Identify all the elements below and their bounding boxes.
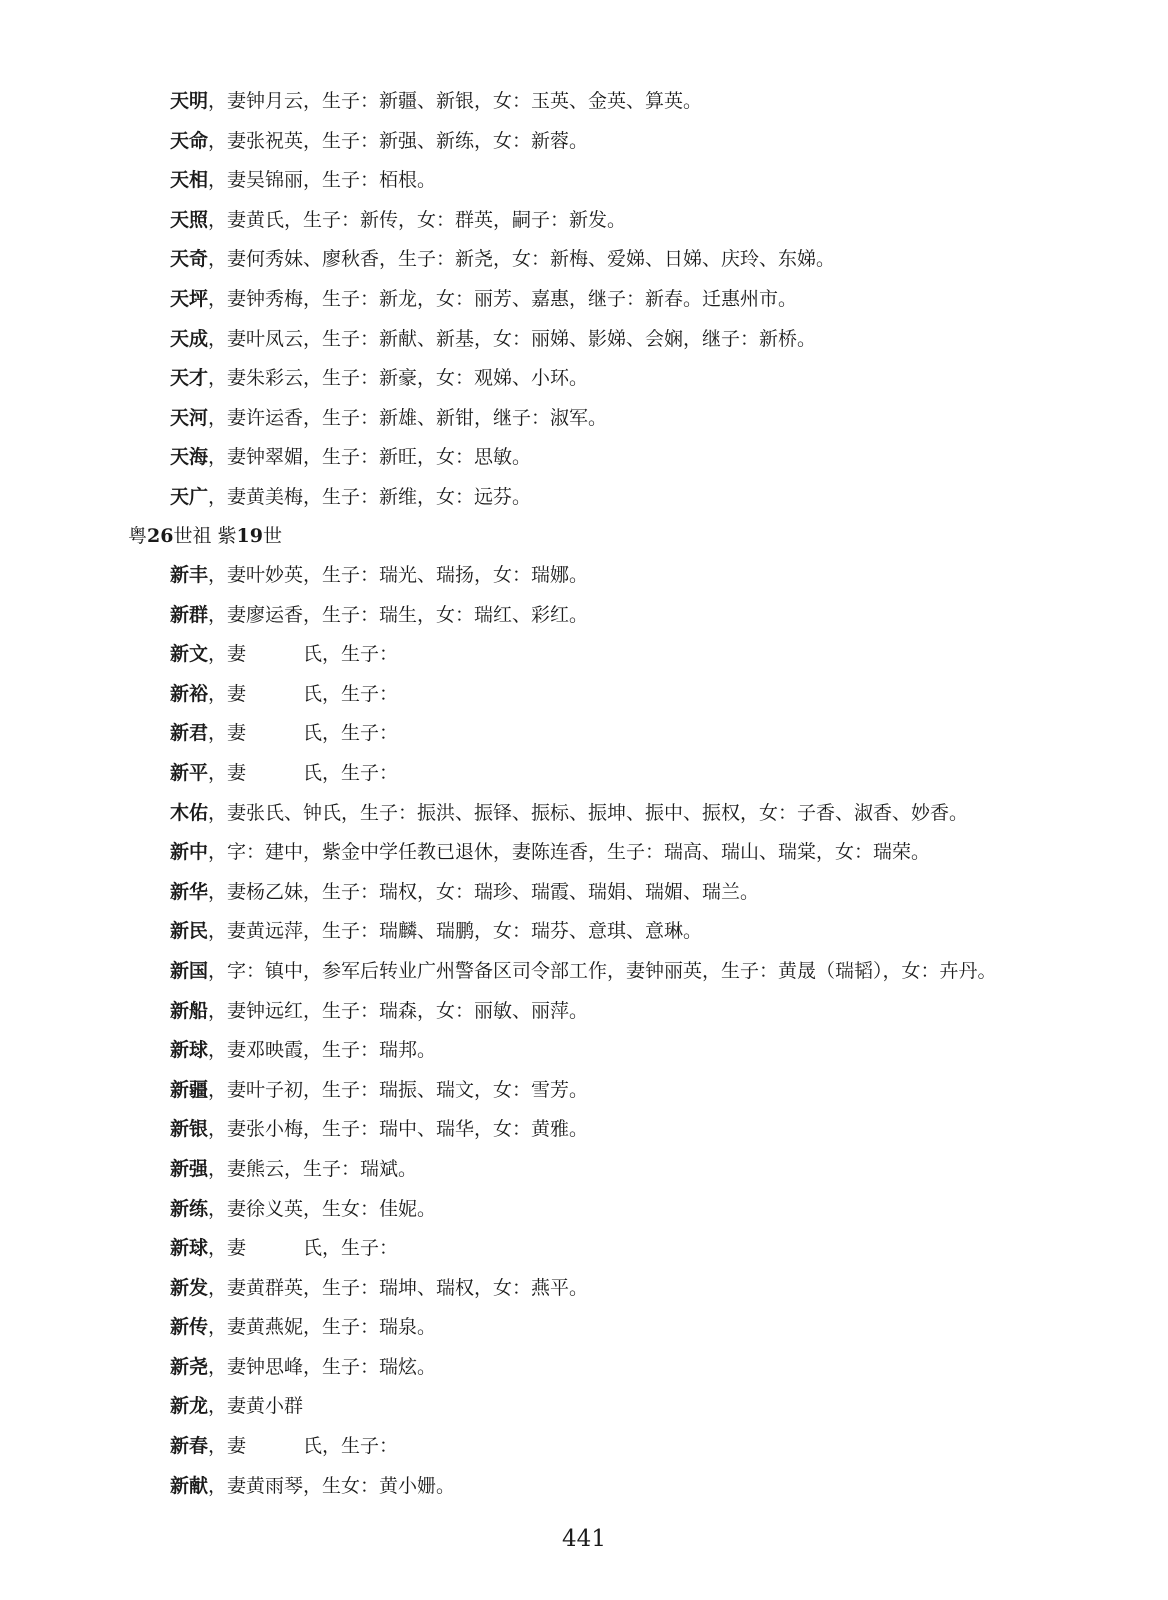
- person-name: 天海: [170, 446, 209, 469]
- list-item: [0, 1190, 1168, 1230]
- person-name: 新球: [170, 1237, 209, 1260]
- person-name: 天河: [170, 406, 209, 429]
- list-item: [0, 596, 1168, 636]
- entry-text: ，妻张小梅，生子：瑞中、瑞华，女：黄雅。: [208, 1118, 589, 1141]
- person-name: 新文: [170, 643, 209, 666]
- list-item: [0, 1150, 1168, 1190]
- entry-text: ，妻 氏，生子：: [208, 682, 399, 705]
- entry-text: ，妻黄燕妮，生子：瑞泉。: [208, 1316, 437, 1339]
- entry-text: ，妻 氏，生子：: [208, 643, 399, 666]
- list-item: [0, 201, 1168, 241]
- person-name: 新春: [170, 1435, 209, 1458]
- list-item: [0, 556, 1168, 596]
- list-item: [0, 478, 1168, 518]
- list-item: [0, 240, 1168, 280]
- heading-suffix: 世: [262, 525, 282, 547]
- person-name: 天才: [170, 367, 209, 390]
- list-item: [0, 320, 1168, 360]
- list-item: [0, 1387, 1168, 1427]
- entry-text: ，妻 氏，生子：: [208, 1435, 399, 1458]
- person-name: 新群: [170, 603, 209, 626]
- list-item: [0, 714, 1168, 754]
- entry-text: ，妻 氏，生子：: [208, 722, 399, 745]
- list-item: [0, 873, 1168, 913]
- entry-text: ，妻 氏，生子：: [208, 761, 399, 784]
- page-number: 441: [562, 1526, 606, 1552]
- person-name: 新强: [170, 1157, 209, 1180]
- person-name: 新丰: [170, 564, 209, 586]
- list-item: [0, 1229, 1168, 1269]
- section-heading: [0, 517, 1168, 557]
- list-item: [0, 1110, 1168, 1150]
- list-item: [0, 1269, 1168, 1309]
- person-name: 天坪: [170, 287, 209, 310]
- list-item: [0, 1427, 1168, 1467]
- entry-text: ，妻杨乙妹，生子：瑞权，女：瑞珍、瑞霞、瑞娟、瑞媚、瑞兰。: [208, 880, 760, 903]
- person-name: 新裕: [170, 682, 209, 705]
- list-item: [0, 280, 1168, 320]
- person-name: 新船: [170, 999, 209, 1022]
- list-item: [0, 82, 1168, 122]
- entry-text: ，妻钟翠媚，生子：新旺，女：思敏。: [208, 446, 532, 469]
- list-item: [0, 399, 1168, 439]
- entry-text: ，妻钟月云，生子：新疆、新银，女：玉英、金英、算英。: [208, 90, 703, 112]
- generation-heading: [0, 517, 1168, 557]
- entry-text: ，妻朱彩云，生子：新豪，女：观娣、小环。: [208, 367, 589, 390]
- entry-text: ，妻徐义英，生女：佳妮。: [208, 1197, 437, 1220]
- list-item: [0, 1348, 1168, 1388]
- person-name: 新国: [170, 959, 209, 982]
- person-name: 新君: [170, 722, 209, 745]
- list-item: [0, 754, 1168, 794]
- entry-text: ，妻张祝英，生子：新强、新练，女：新蓉。: [208, 129, 589, 152]
- entry-text: ，妻黄美梅，生子：新维，女：远芬。: [208, 485, 532, 508]
- list-item: [0, 1031, 1168, 1071]
- entry-text: ，妻钟远红，生子：瑞森，女：丽敏、丽萍。: [208, 999, 589, 1022]
- list-item: [0, 992, 1168, 1032]
- person-name: 新华: [170, 880, 209, 903]
- list-item: [0, 635, 1168, 675]
- heading-number: 19: [236, 525, 263, 547]
- entry-text: ，妻黄氏，生子：新传，女：群英，嗣子：新发。: [208, 208, 627, 231]
- person-name: 天广: [170, 485, 209, 508]
- person-name: 新疆: [170, 1078, 209, 1101]
- person-name: 新发: [170, 1276, 209, 1299]
- list-item: [0, 1308, 1168, 1348]
- person-name: 天明: [170, 90, 209, 112]
- person-name: 新龙: [170, 1395, 209, 1418]
- person-name: 新中: [170, 841, 209, 864]
- heading-number: 26: [147, 525, 174, 547]
- list-item: [0, 1467, 1168, 1507]
- entry-text: ，妻廖运香，生子：瑞生，女：瑞红、彩红。: [208, 603, 589, 626]
- list-item: [0, 1071, 1168, 1111]
- person-name: 新练: [170, 1197, 209, 1220]
- list-item: [0, 675, 1168, 715]
- list-item: [0, 912, 1168, 952]
- heading-prefix: 粤: [128, 525, 148, 547]
- heading-middle: 世祖 紫: [173, 525, 237, 547]
- list-item: [0, 438, 1168, 478]
- person-name: 新民: [170, 920, 209, 943]
- entry-text: ，妻许运香，生子：新雄、新钳，继子：淑军。: [208, 406, 608, 429]
- entry-text: ，妻邓映霞，生子：瑞邦。: [208, 1039, 437, 1062]
- entry-text: ，妻何秀妹、廖秋香，生子：新尧，女：新梅、爱娣、日娣、庆玲、东娣。: [208, 248, 836, 271]
- entry-text: ，妻张氏、钟氏，生子：振洪、振铎、振标、振坤、振中、振权，女：子香、淑香、妙香。: [208, 801, 969, 824]
- list-item: [0, 833, 1168, 873]
- list-item: [0, 359, 1168, 399]
- person-name: 天命: [170, 129, 209, 152]
- generation-25-entries: [0, 82, 1168, 518]
- list-item: [0, 952, 1168, 992]
- list-item: [0, 161, 1168, 201]
- entry-text: ，妻熊云，生子：瑞斌。: [208, 1157, 418, 1180]
- person-name: 新尧: [170, 1355, 209, 1378]
- person-name: 天相: [170, 169, 209, 192]
- person-name: 新平: [170, 761, 209, 784]
- entry-text: ，妻钟秀梅，生子：新龙，女：丽芳、嘉惠，继子：新春。迁惠州市。: [208, 287, 798, 310]
- entry-text: ，妻叶子初，生子：瑞振、瑞文，女：雪芳。: [208, 1078, 589, 1101]
- person-name: 天成: [170, 327, 209, 350]
- entry-text: ，妻 氏，生子：: [208, 1237, 399, 1260]
- entry-text: ，妻黄远萍，生子：瑞麟、瑞鹏，女：瑞芬、意琪、意琳。: [208, 920, 703, 943]
- entry-text: ，字：镇中，参军后转业广州警备区司令部工作，妻钟丽英，生子：黄晟（瑞韬），女：卉丹。: [208, 959, 997, 982]
- entry-text: ，妻叶凤云，生子：新献、新基，女：丽娣、影娣、会娴，继子：新桥。: [208, 327, 817, 350]
- person-name: 木佑: [170, 801, 209, 824]
- entry-text: ，妻叶妙英，生子：瑞光、瑞扬，女：瑞娜。: [208, 564, 589, 586]
- list-item: [0, 122, 1168, 162]
- person-name: 天照: [170, 208, 209, 231]
- person-name: 新球: [170, 1039, 209, 1062]
- generation-26-entries: [0, 556, 1168, 1506]
- entry-text: ，妻黄雨琴，生女：黄小姗。: [208, 1474, 456, 1497]
- person-name: 新银: [170, 1118, 209, 1141]
- entry-text: ，妻黄小群: [208, 1395, 304, 1418]
- person-name: 天奇: [170, 248, 209, 271]
- entry-text: ，妻吴锦丽，生子：栢根。: [208, 169, 437, 192]
- entry-text: ，妻钟思峰，生子：瑞炫。: [208, 1355, 437, 1378]
- person-name: 新献: [170, 1474, 209, 1497]
- entry-text: ，妻黄群英，生子：瑞坤、瑞权，女：燕平。: [208, 1276, 589, 1299]
- list-item: [0, 794, 1168, 834]
- entry-text: ，字：建中，紫金中学任教已退休，妻陈连香，生子：瑞高、瑞山、瑞棠，女：瑞荣。: [208, 841, 931, 864]
- person-name: 新传: [170, 1316, 209, 1339]
